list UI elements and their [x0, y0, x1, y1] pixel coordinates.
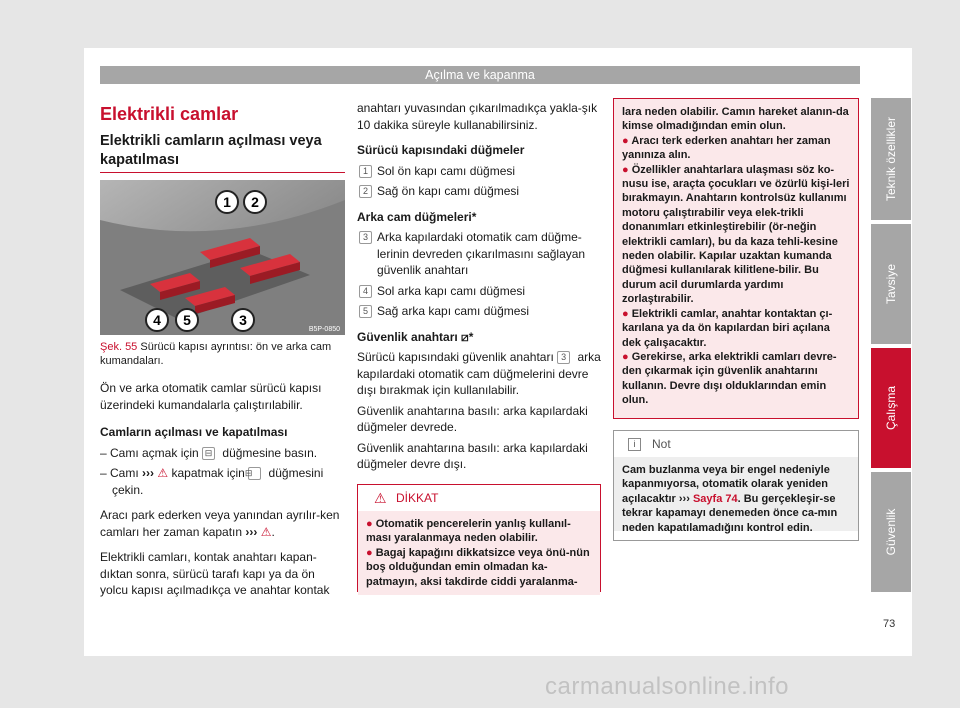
warning-item: ● Aracı terk ederken anahtarı her zaman yanınıza alın.	[622, 134, 831, 162]
tab-operation[interactable]: Çalışma	[871, 348, 911, 468]
heading-open-close: Camların açılması ve kapatılması	[100, 425, 288, 439]
figure-window-switches	[100, 180, 345, 335]
warning-icon: ⚠	[260, 524, 272, 539]
callout-number: 1	[223, 194, 231, 210]
driver-buttons-heading: Sürücü kapısındaki düğmeler	[357, 143, 525, 157]
tab-technical[interactable]: Teknik özellikler	[871, 98, 911, 220]
window-switch-icon: ⊟	[248, 467, 261, 480]
cont-text: anahtarı yuvasından çıkarılmadıkça yakla-şık 10 dakika süreyle kullanabilirsiniz.	[357, 101, 598, 132]
page-number: 73	[883, 618, 896, 630]
tab-advice[interactable]: Tavsiye	[871, 224, 911, 344]
safety-switch-heading: Güvenlik anahtarı ⧄*	[357, 329, 474, 344]
warning-lead: lara neden olabilir. Camın hareket alanın-da kimse olmadığından emin olun.	[622, 106, 849, 133]
warning-item: ● Elektrikli camlar, anahtar kontaktan çı-karılana ya da ön kapılardan biri açılana dek çalışacaktır.	[622, 307, 833, 349]
warning-body	[358, 511, 600, 595]
callout-number: 4	[153, 312, 161, 328]
ignition-paragraph: Elektrikli camları, kontak anahtarı kapan-dıktan sonra, sürücü tarafı kapı ya da ön yolcu kapısı açılmadıkça ve anahtar kontak	[100, 550, 330, 597]
figure-caption-text: Sürücü kapısı ayrıntısı: ön ve arka cam kumandaları.	[100, 341, 332, 367]
page-title: Elektrikli camlar	[100, 104, 239, 124]
section-header: Açılma ve kapanma	[100, 66, 860, 84]
note-box	[613, 430, 859, 541]
rear-buttons-heading: Arka cam düğmeleri*	[357, 209, 477, 224]
child-lock-icon: ⧄	[461, 329, 469, 344]
figure-caption	[100, 340, 345, 368]
intro-text: Ön ve arka otomatik camlar sürücü kapısı üzerindeki kumandalarla çalıştırılabilir.	[100, 381, 322, 412]
info-icon: i	[628, 438, 641, 451]
callout-number: 5	[183, 312, 191, 328]
warning-box	[357, 484, 601, 592]
warning-icon: ⚠	[157, 466, 169, 480]
page-link[interactable]: Sayfa 74	[692, 492, 738, 505]
door-panel-illustration	[100, 180, 345, 335]
warning-item: ● Özellikler anahtarlara ulaşması söz ko-nusu ise, araçta çocukları ve özürlü kişi-leri bırakmayın. Anahtarın kontrolsüz kullanımı motoru çalıştırabilir veya elek-trikli donanımları etkinleştirebilir (ör-neğin elektrikli camları), bu da kaza tehli-kesine neden olabilir. Kapılar uzaktan kumanda düğmesi kullanılarak kilitlene-bilir. Bu durum acil durumlarda yardımı zorlaştırabilir.	[622, 163, 850, 306]
warning-item: ● Otomatik pencerelerin yanlış kullanıl-ması yaralanmaya neden olabilir.	[366, 518, 571, 545]
park-paragraph: Aracı park ederken veya yanından ayrılır-ken camları her zaman kapatın ››› ⚠.	[100, 508, 340, 539]
list-item: 4 Sol arka kapı camı düğmesi	[357, 283, 601, 300]
step-open: – Camı açmak için ⊟ düğmesine basın.	[100, 445, 318, 460]
callout-number: 3	[239, 312, 247, 328]
tab-safety[interactable]: Güvenlik	[871, 472, 911, 592]
safety-on-text: Güvenlik anahtarına basılı: arka kapılardaki düğmeler devrede.	[357, 403, 588, 434]
list-item: 5 Sağ arka kapı camı düğmesi	[357, 303, 601, 320]
subsection-title: Elektrikli camların açılması veya kapatılması	[100, 133, 322, 168]
list-item: 2 Sağ ön kapı camı düğmesi	[357, 183, 601, 200]
column-middle	[357, 100, 601, 473]
list-item: 3 Arka kapılardaki otomatik cam düğme-lerinin devreden çıkarılmasını sağlayan güvenlik anahtarı	[357, 229, 601, 279]
warning-item: ● Bagaj kapağını dikkatsizce veya önü-nün boş olduğundan emin olmadan ka-patmayın, aksi takdirde ciddi yaralanma-	[366, 546, 590, 588]
window-switch-icon: ⊟	[202, 447, 215, 460]
divider	[100, 172, 345, 173]
warning-header: ⚠ DİKKAT	[358, 485, 600, 511]
callout-number: 2	[251, 194, 259, 210]
warning-box-continued	[613, 98, 859, 419]
note-header: i Not	[614, 431, 858, 457]
column-left	[100, 380, 345, 599]
safety-off-text: Güvenlik anahtarına basılı: arka kapılardaki düğmeler devre dışı.	[357, 440, 588, 471]
step-close: – Camı ››› ⚠ kapatmak için ⊟ düğmesini çekin.	[100, 466, 324, 497]
warning-item: ● Gerekirse, arka elektrikli camları devre-den çıkarmak için güvenlik anahtarını kullanın. Devre dışı olduklarından emin olun.	[622, 350, 837, 407]
note-body: Cam buzlanma veya bir engel nedeniyle kapanmıyorsa, otomatik olarak yeniden açılacaktır ››› Sayfa 74. Bu gerçekleşir-se tekrar kapamayı denemeden önce ca-mın neden kapatılamadığını kontrol edin.	[614, 457, 858, 531]
warning-icon: ⚠	[374, 490, 387, 506]
figure-label: Şek. 55	[100, 341, 138, 353]
watermark: carmanualsonline.info	[545, 673, 789, 700]
figure-code: B5P-0850	[308, 326, 340, 333]
safety-paragraph: Sürücü kapısındaki güvenlik anahtarı 3 arka kapılardaki otomatik cam düğmelerini devre dışı bırakmak için kullanılabilir.	[357, 350, 601, 397]
list-item: 1 Sol ön kapı camı düğmesi	[357, 163, 601, 180]
